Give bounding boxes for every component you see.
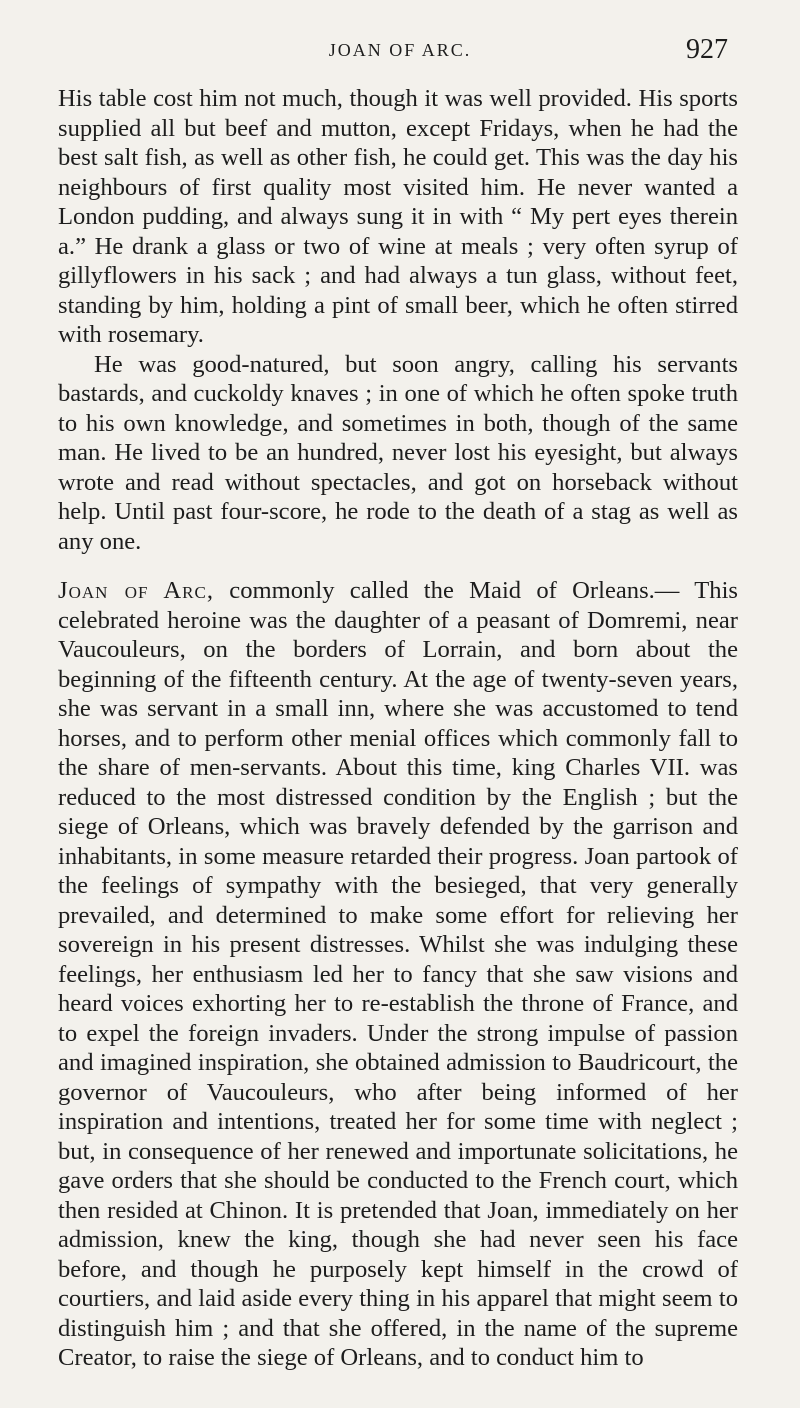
page-body — [58, 84, 738, 1373]
running-head — [0, 30, 800, 70]
entry-joan-of-arc — [58, 576, 738, 1373]
paragraph-temper: He was good-natured, but soon angry, calling his servants bastards, and cuckoldy knaves ; in one of which he often spoke truth to his own knowledge, and sometimes in both, though of the same man. He lived to be an hundred, never lost his eyesight, but always wrote and read without spectacles, and got on horseback without help. Until past four-score, he rode to the death of a stag as well as any one. — [58, 350, 738, 555]
entry-heading: Joan of Arc, — [58, 577, 214, 604]
entry-text: commonly called the Maid of Orleans.— This celebrated heroine was the daughter of a peasant of Domremi, near Vaucouleurs, on the borders of Lorrain, and born about the beginning of the fifteenth century. At the age of twenty-seven years, she was servant in a small inn, where she was accustomed to tend horses, and to perform other menial offices which commonly fall to the share of men-servants. About this time, king Charles VII. was reduced to the most distressed condition by the English ; but the siege of Orleans, which was bravely defended by the garrison and inhabitants, in some measure retarded their progress. Joan partook of the feelings of sympathy with the besieged, that very generally prevailed, and determined to make some effort for relieving her sovereign in his present distresses. Whilst she was indulging these feelings, her enthusiasm led her to fancy that she saw visions and heard voices exhorting her to re-establish the throne of France, and to expel the foreign invaders. Under the strong impulse of passion and imagined inspiration, she obtained admission to Baudricourt, the governor of Vaucouleurs, who after being informed of her inspiration and intentions, treated her for some time with neglect ; but, in consequence of her renewed and importunate solicitations, he gave orders that she should be conducted to the French court, which then resided at Chinon. It is pretended that Joan, immediately on her admission, knew the king, though she had never seen his face before, and though he purposely kept himself in the crowd of courtiers, and laid aside every thing in his apparel that might seem to distinguish him ; and that she offered, in the name of the supreme Creator, to raise the siege of Orleans, and to conduct him to — [58, 577, 738, 1371]
running-title: JOAN OF ARC. — [328, 40, 472, 60]
page-number: 927 — [686, 34, 728, 65]
paragraph-table: His table cost him not much, though it was well provided. His sports supplied all but beef and mutton, except Fridays, when he had the best salt fish, as well as other fish, he could get. This was the day his neighbours of first quality most visited him. He never wanted a London pudding, and always sung it in with “ My pert eyes therein a.” He drank a glass or two of wine at meals ; very often syrup of gillyflowers in his sack ; and had always a tun glass, without feet, standing by him, holding a pint of small beer, which he often stirred with rosemary. — [58, 85, 738, 348]
